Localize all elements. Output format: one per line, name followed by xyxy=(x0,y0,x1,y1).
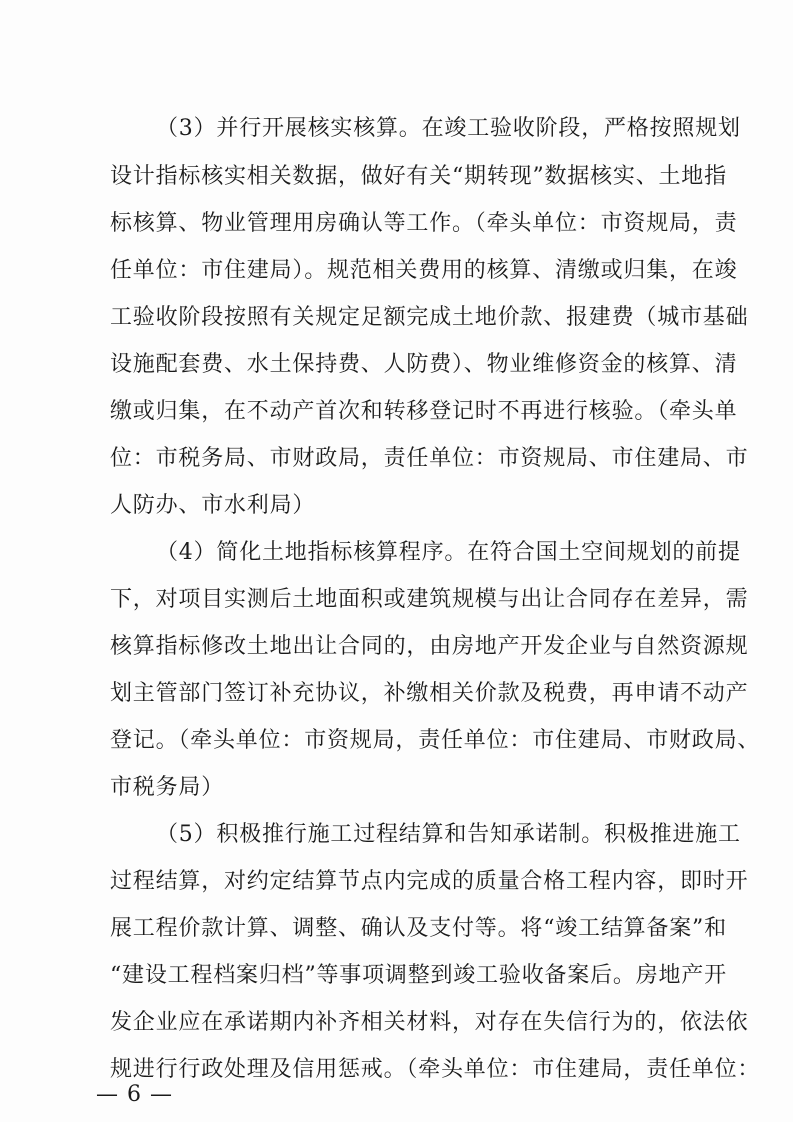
paragraph-3-line-2: 过程结算，对约定结算节点内完成的质量合格工程内容，即时开 xyxy=(110,869,749,894)
paragraph-2-line-2: 下，对项目实测后土地面积或建筑规模与出让合同存在差异，需 xyxy=(110,587,749,612)
paragraph-2-line-3: 核算指标修改土地出让合同的，由房地产开发企业与自然资源规 xyxy=(110,634,749,659)
paragraph-3-line-5: 发企业应在承诺期内补齐相关材料，对存在失信行为的，依法依 xyxy=(110,1010,749,1035)
paragraph-3-line-3: 展工程价款计算、调整、确认及支付等。将“竣工结算备案”和 xyxy=(110,916,727,941)
paragraph-1-line-8: 位：市税务局、市财政局，责任单位：市资规局、市住建局、市 xyxy=(110,446,749,471)
paragraph-3-line-4: “建设工程档案归档”等事项调整到竣工验收备案后。房地产开 xyxy=(110,963,727,988)
paragraph-1-line-9: 人防办、市水利局） xyxy=(110,493,316,518)
paragraph-3-line-1: （5）积极推行施工过程结算和告知承诺制。积极推进施工 xyxy=(156,822,741,847)
paragraph-1-line-7: 缴或归集，在不动产首次和转移登记时不再进行核验。（牵头单 xyxy=(110,399,738,424)
paragraph-1-line-6: 设施配套费、水土保持费、人防费）、物业维修资金的核算、清 xyxy=(110,352,738,377)
paragraph-1-line-1: （3）并行开展核实核算。在竣工验收阶段，严格按照规划 xyxy=(156,116,741,141)
paragraph-1-line-5: 工验收阶段按照有关规定足额完成土地价款、报建费（城市基础 xyxy=(110,305,749,330)
paragraph-1-line-3: 标核算、物业管理用房确认等工作。（牵头单位：市资规局，责 xyxy=(110,211,738,236)
paragraph-1-line-2: 设计指标核实相关数据，做好有关“期转现”数据核实、土地指 xyxy=(110,164,727,189)
page-number: — 6 — xyxy=(96,1082,173,1107)
paragraph-2-line-5: 登记。（牵头单位：市资规局，责任单位：市住建局、市财政局、 xyxy=(110,728,761,753)
paragraph-1-line-4: 任单位：市住建局）。规范相关费用的核算、清缴或归集，在竣 xyxy=(110,258,738,283)
paragraph-2-line-1: （4）简化土地指标核算程序。在符合国土空间规划的前提 xyxy=(156,540,741,565)
paragraph-2-line-4: 划主管部门签订补充协议，补缴相关价款及税费，再申请不动产 xyxy=(110,681,749,706)
paragraph-2-line-6: 市税务局） xyxy=(110,775,225,800)
paragraph-3-line-6: 规进行行政处理及信用惩戒。（牵头单位：市住建局，责任单位： xyxy=(110,1057,761,1082)
